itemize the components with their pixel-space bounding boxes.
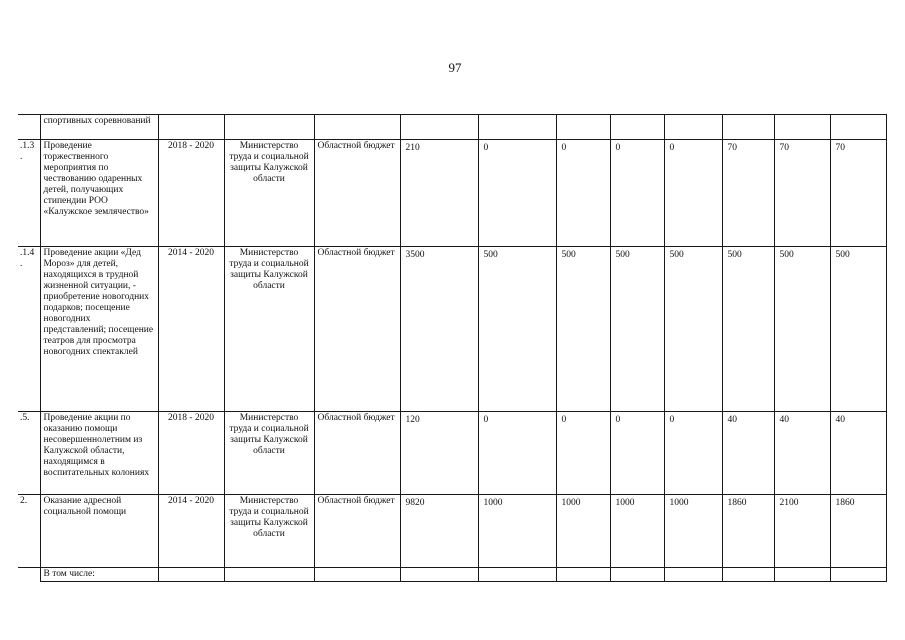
event-name: Проведение акции «Дед Мороз» для детей, находящихся в трудной жизненной ситуации, - приобретение новогодних подарков; посещение новогодних представлений; посещение театров для просмотра новогодних спектаклей (40, 247, 158, 412)
budget-table (18, 114, 887, 582)
value-cell: 1860 (830, 495, 886, 568)
value-cell (664, 115, 722, 140)
value-cell (478, 115, 556, 140)
value-cell: 120 (400, 412, 478, 495)
value-cell: 500 (610, 247, 664, 412)
source-cell (314, 115, 400, 140)
years-cell: 2018 - 2020 (158, 140, 224, 247)
table-row (18, 412, 886, 495)
value-cell: 0 (664, 412, 722, 495)
years-cell (158, 115, 224, 140)
value-cell: 500 (664, 247, 722, 412)
value-cell (830, 568, 886, 582)
value-cell: 2100 (774, 495, 830, 568)
value-cell: 3500 (400, 247, 478, 412)
row-number (18, 568, 40, 582)
table-row (18, 115, 886, 140)
value-cell (400, 115, 478, 140)
value-cell (774, 568, 830, 582)
value-cell: 0 (478, 412, 556, 495)
row-number: .5. (18, 412, 40, 495)
value-cell: 1000 (610, 495, 664, 568)
executor-cell: Министерство труда и социальной защиты Калужской области (224, 247, 314, 412)
value-cell: 1000 (556, 495, 610, 568)
page-number: 97 (448, 60, 462, 75)
value-cell (664, 568, 722, 582)
value-cell: 70 (722, 140, 774, 247)
value-cell: 9820 (400, 495, 478, 568)
value-cell: 70 (830, 140, 886, 247)
value-cell (610, 568, 664, 582)
value-cell: 1000 (478, 495, 556, 568)
value-cell: 500 (478, 247, 556, 412)
event-name: Проведение акции по оказанию помощи несовершеннолетним из Калужской области, находящимся в воспитательных колониях (40, 412, 158, 495)
table-row (18, 495, 886, 568)
value-cell: 500 (774, 247, 830, 412)
value-cell (556, 115, 610, 140)
value-cell: 70 (774, 140, 830, 247)
value-cell: 0 (478, 140, 556, 247)
value-cell (400, 568, 478, 582)
years-cell: 2018 - 2020 (158, 412, 224, 495)
years-cell (158, 568, 224, 582)
value-cell: 210 (400, 140, 478, 247)
value-cell: 40 (774, 412, 830, 495)
executor-cell: Министерство труда и социальной защиты Калужской области (224, 140, 314, 247)
source-cell: Областной бюджет (314, 247, 400, 412)
source-cell: Областной бюджет (314, 495, 400, 568)
value-cell: 40 (830, 412, 886, 495)
value-cell (556, 568, 610, 582)
source-cell: Областной бюджет (314, 412, 400, 495)
executor-cell: Министерство труда и социальной защиты Калужской области (224, 495, 314, 568)
table-row (18, 568, 886, 582)
subtotal-label: В том числе: (40, 568, 158, 582)
event-name: спортивных соревнований (40, 115, 158, 140)
table-row (18, 247, 886, 412)
value-cell: 0 (610, 140, 664, 247)
value-cell (830, 115, 886, 140)
value-cell: 0 (664, 140, 722, 247)
executor-cell: Министерство труда и социальной защиты Калужской области (224, 412, 314, 495)
source-cell: Областной бюджет (314, 140, 400, 247)
value-cell (610, 115, 664, 140)
row-number: .1.4. (18, 247, 40, 412)
value-cell (478, 568, 556, 582)
value-cell: 500 (722, 247, 774, 412)
value-cell (722, 568, 774, 582)
years-cell: 2014 - 2020 (158, 495, 224, 568)
event-name: Оказание адресной социальной помощи (40, 495, 158, 568)
value-cell: 500 (830, 247, 886, 412)
value-cell: 40 (722, 412, 774, 495)
event-name: Проведение торжественного мероприятия по чествованию одаренных детей, получающих стипендии РОО «Калужское землячество» (40, 140, 158, 247)
row-number (18, 115, 40, 140)
row-number: .1.3. (18, 140, 40, 247)
row-number: 2. (18, 495, 40, 568)
value-cell (722, 115, 774, 140)
years-cell: 2014 - 2020 (158, 247, 224, 412)
value-cell: 0 (556, 412, 610, 495)
value-cell: 500 (556, 247, 610, 412)
source-cell (314, 568, 400, 582)
value-cell (774, 115, 830, 140)
value-cell: 1860 (722, 495, 774, 568)
value-cell: 1000 (664, 495, 722, 568)
value-cell: 0 (556, 140, 610, 247)
executor-cell (224, 115, 314, 140)
table-row (18, 140, 886, 247)
value-cell: 0 (610, 412, 664, 495)
executor-cell (224, 568, 314, 582)
